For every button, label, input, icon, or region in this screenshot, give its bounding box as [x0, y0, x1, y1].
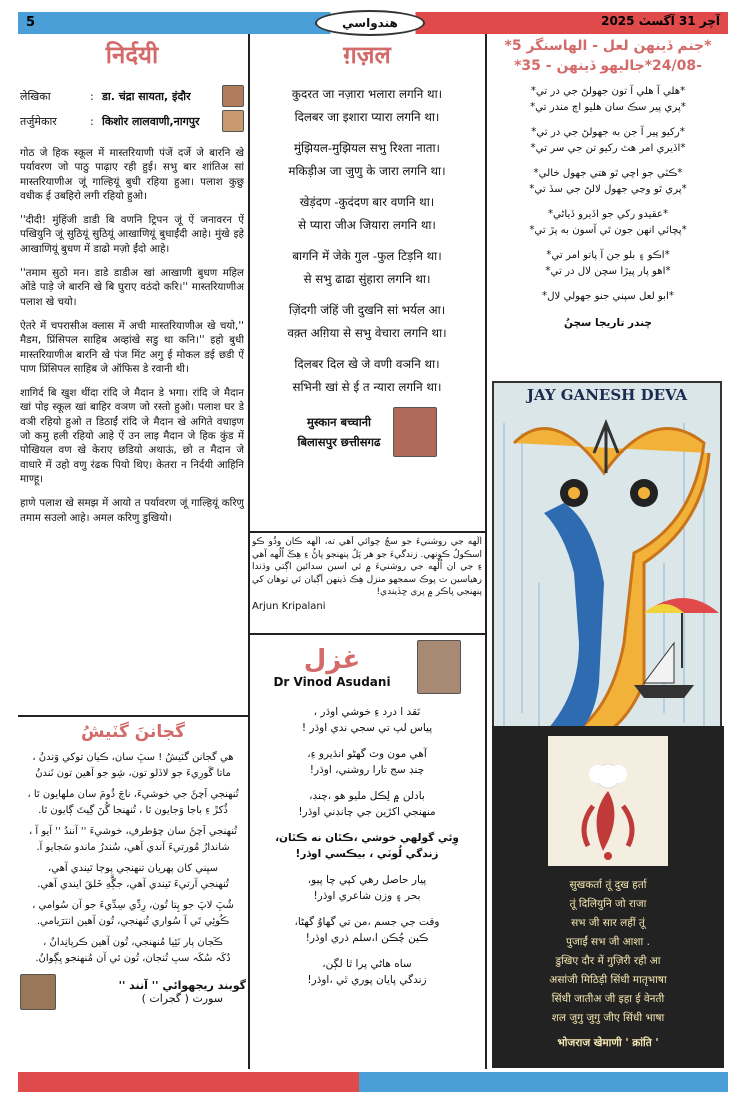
author-photo [393, 407, 437, 457]
flower-poem-panel [492, 726, 724, 1068]
section-divider [250, 633, 485, 635]
ghazal-line: زندگي لُوٽي ، بيڪسي اوڌر! [295, 848, 439, 860]
right-column [488, 36, 728, 1070]
ghazal-couplet [251, 191, 483, 237]
poem-line: *پري پير سڪ سان هليو اچ مندر تي* [530, 101, 686, 113]
page-number: 5 [26, 15, 36, 30]
story-paragraph: शागिर्द बि खुश थींदा रांदि जे मैदान डे भगा। रांदि जे मैदान खां पोइ स्कूल खां बाहिर वञण जो रस्तो हुओ। पलाश घर डे वञी रहियो हुओ त डिठाईं रांदि जे मैदान खे अगिते वधाइण जो कमु हली रहियो आहे ऐं उन लाइ मैदान जे हिक कुंड में पोखियल वण खे केराए छडियो अथाऊं, छो त मैदान जे वाधारे में उहो वणु रंढक पियो थिए। केतरा न निर्दयी आहिनि माण्हू। [20, 387, 244, 485]
ghazal-sindhi-body [251, 704, 483, 988]
header-line: -24/08*جاليهو ڏينهن - 35* [514, 58, 702, 74]
poem-line: सुखकर्ता तूं दुख हर्ता [569, 879, 647, 891]
story-paragraph: गोठ जे हिक स्कूल में मास्तरियाणी पंजें दर्जे जे बारनि खे पर्यावरण जो पाठु पाढ़ाए रही हुई। सभु बार शांतिअ सां मास्तरियाणीअ जूं गाल्हियूं बुधी रहिया हुआ। पलाश कुछु वधीक ई उबहिरो लगी रहियो हुओ। [20, 147, 244, 202]
poem-line: تُنهنجي اَچڻَ سان چؤطرفِ، خوشيءَ '' آنندُ '' آيو آ ، [28, 826, 238, 837]
column-divider [248, 34, 250, 724]
poem-line: *هلي آ هلي آ تون جهولڻ جي در تي* [530, 86, 686, 97]
poem-byline [20, 974, 246, 1010]
translator-photo [222, 110, 244, 132]
translator-name: किशोर लालवाणी,नागपुर [102, 114, 200, 128]
ghazal-line: منهنجي اکڙين جي چانڊني اوڌر! [298, 806, 436, 818]
ghazal-couplet [251, 353, 483, 399]
poem-line: *اڏيري امر هٿ رکيو تن جي سر تي* [530, 142, 686, 154]
ghazal-line: پياس لپ تي سجي ندي اوڌر ! [301, 722, 433, 734]
ghazal-line: से सभु ढाढा सुंहारा लगनि था। [303, 272, 431, 286]
translator-separator: : [90, 114, 94, 128]
poem-line: دُکَہ سُکَہ سڀ تُنجان، تُون ئي آن مُنهنجو ڀڳوانُ. [35, 952, 231, 964]
ghazal-couplet [251, 137, 483, 183]
poem-line: असांजी मिठिड़ी सिंधी मातृभाषा [549, 974, 667, 986]
poem-line: *پري ٿو وڃي جهول لالڻ جي سڏ تي* [529, 183, 687, 195]
ghazal-line: وِئي گولهي خوشي ،ڪٿان نه ڪٿان، [275, 832, 459, 844]
poem-line: शल जुगु जुगु जीए सिंधी भाषा [551, 1012, 665, 1024]
ghazal-sindhi-title: غزل [303, 645, 361, 675]
ghazal-line: बागनि में जेके गुल -फुल टिड़नि था। [292, 249, 442, 263]
poem-line: तूं दिलियुनि जो राजा [569, 898, 647, 910]
story-paragraph: ''तमाम सुठो मन। डाडे डाडीअ खां आखाणी बुधण महिल ओंडे पाड़े जे बारनि खे बि घुराए वठंदो करि।'' मास्तरियाणीअ पलाश खे चयो। [20, 267, 244, 308]
author-photo [417, 640, 461, 694]
painting-title: JAY GANESH DEVA [526, 386, 688, 404]
ghazal-couplet [251, 245, 483, 291]
ghazal-line: मकिड़ीअ जा जुणु के जारा लगनि था। [288, 164, 446, 178]
poem-gajanan [20, 718, 246, 1070]
poem-line: *ڪٽي جو اچي ٿو هتي جهول خالي* [533, 168, 683, 179]
poem-line: هي گجانن گٽيشُ ! سڀَ سان، ڪيان توکي وَندنُ ، [32, 752, 234, 763]
poem-line: पुजाईं सभ जी आशा . [566, 936, 650, 948]
ghazal-line: چنڊ سج تارا روشني، اوڌر! [309, 764, 425, 776]
jhulelal-author: چندر تاريجا سچنُ [564, 316, 652, 329]
author-separator: : [90, 89, 94, 103]
poem-line: ماتا گَورِيءَ جو لاڏلو تون، شِو جو آهين تون نَندنُ [35, 767, 231, 779]
ghazal-sindhi-section [251, 636, 483, 1070]
jhulelal-header [488, 36, 728, 76]
flower-poem-author: भोजराज खेमाणी ' क्रांति ' [557, 1037, 659, 1049]
poem-line: डुखिए दौर में गुज़िरी रही आ [555, 955, 661, 967]
ghazal-line: वक़्त अग़िया से सभु वेचारा लगनि था। [287, 326, 447, 340]
poem-line: ڪَجان پار نَئِيا مُنهنجي، تُون آهين ڪرپانِدانُ ، [43, 937, 223, 948]
ghazal-line: بادلن ۾ لِڪل مليو هو ،چنڊ، [309, 790, 425, 802]
poem-author: گوبند ريجهوائي '' آنند '' [118, 979, 246, 992]
poem-title: گجاننَ گٽيشُ [81, 722, 185, 742]
ghazal-line: نَقد ا درد ءِ خوشي اوڌر ، [313, 706, 421, 718]
story-paragraph: ''दीदी! मुंहिंजी डाडी बि वणनि ट्रिपन जूं ऐं जनावरन ऐं पखियुनि जूं सुठियूं सुठियूं आखाणियूं बुधाईंदी आहे। मुंखे इहे आखाणियूं बुधण में डाढो मज़ो ईंदो आहे। [20, 214, 244, 255]
ghazal-line: से प्यारा जीअ जियारा लगनि था। [298, 218, 436, 232]
poem-body [20, 750, 246, 966]
translator-row [20, 110, 244, 132]
poem-line: सभ जी सार लहीं तूं [571, 917, 645, 929]
poem-line: *پچائي انهن جون ٿي آسون به پڙ تي* [529, 224, 687, 236]
section-divider [18, 715, 248, 717]
bottom-color-bar [18, 1072, 728, 1092]
story-paragraph: हाणे पलाश खे समझ में आयो त पर्यावरण जूं गाल्हियूं करिणु तमाम सउलो आहे। अमल करिणु डुखियो। [20, 497, 244, 524]
ghazal-line: ساه هاڻي پرا ٿا لڳن، [322, 958, 412, 970]
poem-line: تُنهنجي اَچڻَ جي خوشيءَ، ناچَ ڌُومَ سان ملهايون ٿا ، [27, 789, 239, 800]
poem-line: *اڪو ۽ بلو جن آ پاتو امر تي* [546, 250, 670, 261]
story-nirdayi [20, 36, 244, 714]
ghazal-line: پيار حاصل رهي کپي چا پيو، [307, 874, 427, 886]
author-name: डा. चंद्रा सायता, इंदौर [102, 89, 191, 103]
flower-poem-body [502, 876, 714, 1053]
author-label: लेखिका [20, 89, 51, 103]
flower-image [548, 736, 668, 866]
ghazal-line: खेड़ंदण -कुदंदण बार वणनि था। [299, 195, 435, 209]
poem-line: *عقيدو رکي جو اڏيرو ڏياڻي* [547, 209, 669, 220]
story-paragraph: ऐतरे में चपरासीअ क्लास में अची मास्तरियाणीअ खे चयो,'' मैडम, प्रिंसिपल साहिब अव्हांखे सडु था कनि।'' इहो बुधी मास्तरियाणीअ बारनि खे पंज मिंट अगु ई मोकल डई छडी ऐं पाण प्रिंसिपल साहिब जे ऑफिस डे रवानी थी। [20, 319, 244, 375]
ghazal-couplet [251, 299, 483, 345]
ghazal-line: آهي مون وٽ گهڻو انڌيرو ءِ، [307, 748, 427, 760]
ghazal-sindhi-author: Dr Vinod Asudani [273, 675, 391, 689]
ghazal-line: زندگي پايان پوري ٿي ،اوڌر! [307, 974, 427, 986]
ghazal-line: कुदरत जा नज़ारा भलारा लगनि था। [291, 87, 443, 101]
ghazal-line: ڪين چُڪن ا،سلم ذري اوڌر! [305, 932, 429, 944]
flower-art [548, 736, 668, 866]
quote-block [252, 536, 482, 632]
ghazal-author: मुस्कान बच्चानी [306, 415, 372, 429]
poem-place: سورت ( گجرات ) [141, 992, 224, 1005]
ghazal-line: بحر ۽ وزن شاعري اوڌر! [313, 890, 421, 902]
column-divider [485, 34, 487, 1069]
ghazal-place: बिलासपुर छत्तीसगढ [297, 435, 381, 449]
jhulelal-poem [488, 84, 728, 305]
author-photo [222, 85, 244, 107]
issue-date: آچر 31 آگسٽ 2025 [601, 14, 720, 28]
quote-text: اُلُهه جي روشنيءَ جو سڄُ چوائي آهي ته، اُلُهه ڪان وڌُو ڪو اسڪولُ ڪونهي. زندگيءَ جو هر پَلُ پنهنجو پاڻُ ءِ هِڪَ اُلُهه آهي ءِ جي ان اُلُهه جي روشنيءَ ۾ ئي اسين سدائين اڳتي وڌندا رهياسين ت پوڪ سمجهو منزل هِڪ ڏينهن اَڳيان ئي توهان کي پنهنجي پاڪر ۾ پري ڇڏيندي! [252, 537, 482, 597]
ganesh-painting [492, 381, 722, 756]
section-divider [250, 531, 485, 533]
ghazal-line: दिलबर दिल खे जे वणी वञनि था। [294, 357, 440, 371]
ghazal-line: मुंझियल-मुझियल सभु रिश्ता नाता। [293, 141, 441, 155]
poem-line: ڪُوئِي تَي آ سُواري تُنهنجي، تُون آهين انترَيامي. [36, 915, 230, 927]
poem-line: شاندارُ مُورتيءَ آندي آهي، سُندرُ ماندو سَجايو آ. [36, 841, 230, 853]
newspaper-logo: هندواسي [315, 10, 425, 36]
poem-line: ڏُکڙَ ءِ باجا وَجايون ٿا ، تُنهنجا گُنَ گِيتَ ڳايون ٿا. [38, 804, 228, 816]
author-row [20, 85, 244, 107]
quote-author: Arjun Kripalani [252, 600, 326, 612]
painting-art [494, 383, 722, 756]
ghazal-line: सभिनी खां से ई त न्यारा लगनि था। [292, 380, 442, 394]
ghazal-byline [251, 407, 483, 457]
poem-line: تُنهنجي آرتيءَ ٿيندي آهي، جڳَّهِ خَلقَ ايندي آهي. [37, 878, 229, 890]
column-divider [248, 724, 250, 1069]
translator-label: तर्जुमेकार [20, 114, 57, 128]
ghazal-line: ज़िंदगी जंहिं जी दुखनि सां भर्यल आ। [288, 303, 446, 317]
ghazal-line: وقت جي جسم ،من تي گهاوُ گهڻا، [294, 916, 440, 928]
ghazal-section [251, 36, 483, 530]
header-line: *جنم ڏينهن لعل - الهاسنگر 5* [504, 38, 712, 54]
poem-line: شُڀَ لاڀَ جو پِتا تُون، رِدِّي سِدِّيءَ جو آن سُوامي ، [32, 900, 234, 911]
poem-line: سڀني کان پهريان تنهنجي پوڄا ٿيندي آهي، [48, 863, 218, 874]
ghazal-couplet [251, 83, 483, 129]
poem-line: *ابو لعل سپني جنو جهولي لال* [542, 291, 674, 302]
poem-line: सिंधी जातीअ जी इहा ई वेनती [551, 993, 665, 1005]
story-title: निर्दयी [105, 40, 159, 69]
ghazal-line: दिलबर जा इशारा प्यारा लगनि था। [294, 110, 440, 124]
poem-line: *رکيو پير آ جن به جهولڻ جي در تي* [531, 127, 685, 138]
ghazal-title: ग़ज़ल [343, 40, 391, 69]
author-photo [20, 974, 56, 1010]
poem-line: *اهو پار پيڙا سچن لال در تي* [545, 265, 671, 277]
